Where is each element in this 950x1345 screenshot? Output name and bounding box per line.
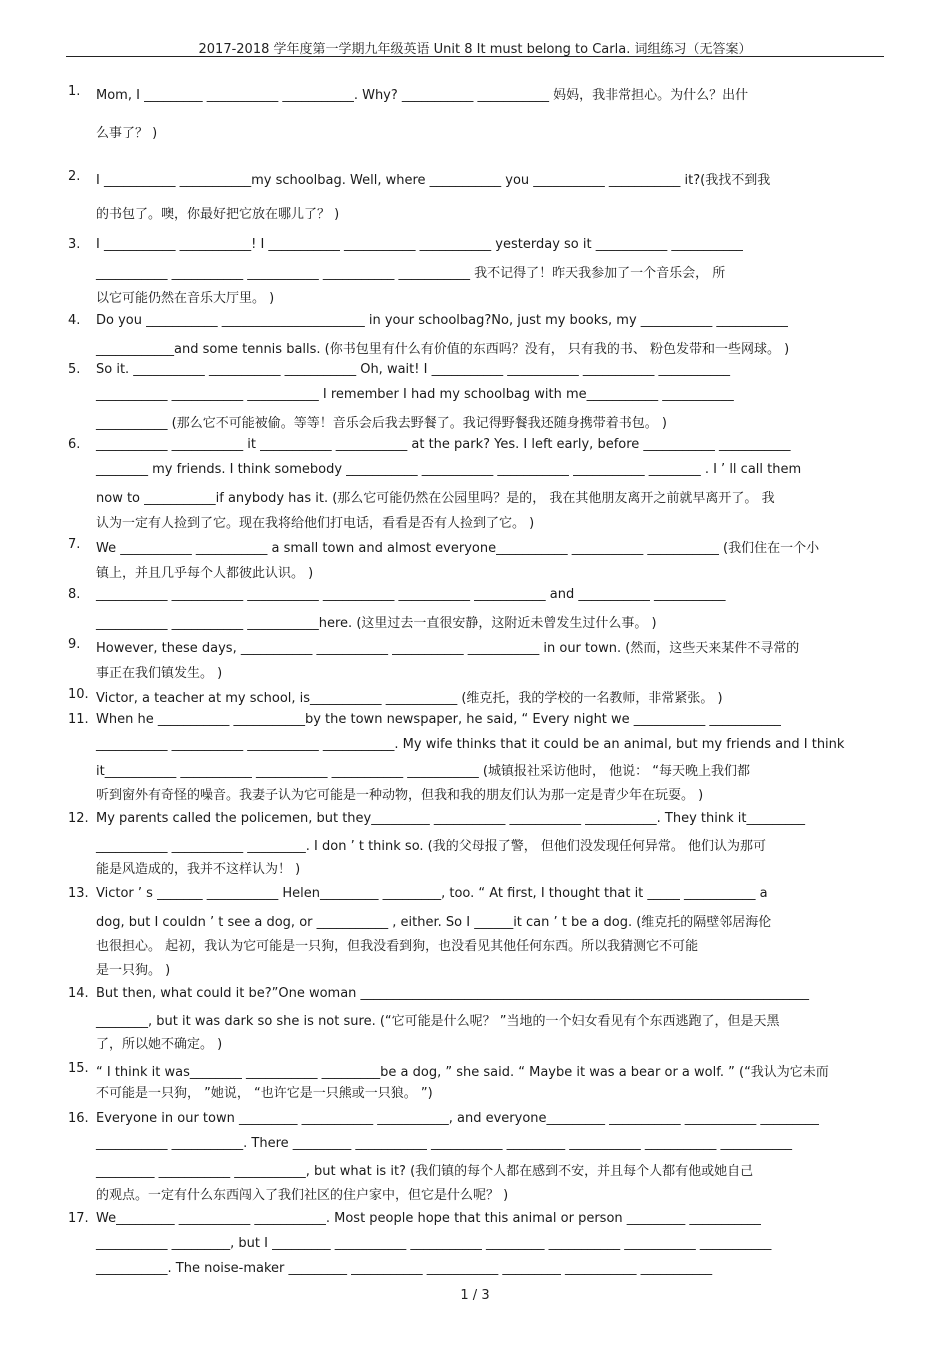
question-text-line: ________ my friends. I think somebody ___________ ___________ ___________ ___________ ________ . I ’ ll call them: [96, 462, 802, 477]
question-text-line: dog, but I couldn ’ t see a dog, or ___________ , either. So I ______it can ’ t be a dog. (维克托的隔壁邻居海伦: [96, 915, 772, 930]
question-text-line: 镇上，并且几乎每个人都彼此认识。 ): [96, 566, 314, 581]
question-text-line: My parents called the policemen, but they_________ ___________ ___________ ___________. They think it_________: [96, 811, 805, 826]
question-number: 1.: [68, 84, 81, 99]
question-text-line: 也很担心。 起初，我认为它可能是一只狗，但我没看到狗，也没看见其他任何东西。所以我猜测它不可能: [96, 939, 699, 954]
question-text-line: But then, what could it be?”One woman _____________________________________________________________________: [96, 986, 810, 1001]
question-text-line: 了，所以她不确定。 ): [96, 1037, 223, 1052]
question-text-line: ___________ ___________ ___________ ___________ ___________ ___________ and ___________ ___________: [96, 587, 726, 602]
question-number: 5.: [68, 362, 81, 377]
question-number: 13.: [68, 886, 89, 901]
question-number: 7.: [68, 537, 81, 552]
question-number: 4.: [68, 313, 81, 328]
question-number: 6.: [68, 437, 81, 452]
question-text-line: Victor, a teacher at my school, is___________ ___________ (维克托，我的学校的一名教师，非常紧张。 ): [96, 691, 723, 706]
question-text-line: it___________ ___________ ___________ ___________ ___________ (城镇报社采访他时， 他说： “每天晚上我们都: [96, 764, 750, 779]
question-number: 9.: [68, 637, 81, 652]
header-divider: [66, 56, 884, 57]
question-text-line: 么事了？ ): [96, 126, 158, 141]
question-text-line: 以它可能仍然在音乐大厅里。 ): [96, 291, 275, 306]
question-number: 16.: [68, 1111, 89, 1126]
question-text-line: ___________ (那么它不可能被偷。等等！音乐会后我去野餐了。我记得野餐我还随身携带着书包。 ): [96, 416, 667, 431]
question-text-line: I ___________ ___________my schoolbag. Well, where ___________ you ___________ ___________ it?(我找不到我: [96, 173, 771, 188]
question-number: 11.: [68, 712, 89, 727]
question-text-line: 是一只狗。 ): [96, 963, 171, 978]
page-number: 1 / 3: [460, 1288, 490, 1303]
question-text-line: 不可能是一只狗， ”她说， “也许它是一只熊或一只狼。 ”): [96, 1086, 433, 1101]
question-text-line: 的书包了。噢，你最好把它放在哪儿了？ ): [96, 207, 340, 222]
question-number: 2.: [68, 169, 81, 184]
question-number: 3.: [68, 237, 81, 252]
question-text-line: We ___________ ___________ a small town and almost everyone___________ ___________ ___________ (我们住在一个小: [96, 541, 820, 556]
question-text-line: 能是风造成的，我并不这样认为！ ): [96, 862, 301, 877]
question-text-line: 事正在我们镇发生。 ): [96, 666, 223, 681]
question-text-line: now to ___________if anybody has it. (那么它可能仍然在公园里吗？是的， 我在其他朋友离开之前就早离开了。 我: [96, 491, 775, 506]
question-text-line: ________, but it was dark so she is not sure. (“它可能是什么呢？ ”当地的一个妇女看见有个东西逃跑了，但是天黑: [96, 1014, 780, 1029]
question-text-line: “ I think it was________ ___________ _________be a dog, ” she said. “ Maybe it was a bear or a wolf. ” (“我认为它未而: [96, 1065, 829, 1080]
question-text-line: When he ___________ ___________by the town newspaper, he said, “ Every night we ___________ ___________: [96, 712, 781, 727]
question-text-line: ___________ ___________. There _________ ___________ ___________ _________ ___________ ___________ ___________: [96, 1136, 793, 1151]
question-text-line: ___________ _________, but I _________ ___________ ___________ _________ ___________ ___________ ___________: [96, 1236, 772, 1251]
question-text-line: 的观点。一定有什么东西闯入了我们社区的住户家中，但它是什么呢？ ): [96, 1188, 509, 1203]
question-text-line: Do you ___________ ______________________ in your schoolbag?No, just my books, my ___________ ___________: [96, 313, 788, 328]
question-text-line: ___________ ___________ ___________ ___________ ___________ 我不记得了！昨天我参加了一个音乐会， 所: [96, 266, 726, 281]
page-header: 2017-2018 学年度第一学期九年级英语 Unit 8 It must belong to Carla. 词组练习（无答案）: [198, 42, 752, 57]
question-text-line: However, these days, ___________ ___________ ___________ ___________ in our town. (然而，这些天来某件不寻常的: [96, 641, 800, 656]
question-text-line: ____________and some tennis balls. (你书包里有什么有价值的东西吗？没有， 只有我的书、 粉色发带和一些网球。 ): [96, 342, 790, 357]
question-text-line: We_________ ___________ ___________. Most people hope that this animal or person _________ ___________: [96, 1211, 761, 1226]
question-text-line: Everyone in our town _________ ___________ ___________, and everyone_________ ___________ ___________ _________: [96, 1111, 819, 1126]
question-text-line: ___________. The noise-maker _________ ___________ ___________ _________ ___________ ___________: [96, 1261, 713, 1276]
question-number: 17.: [68, 1211, 89, 1226]
question-number: 12.: [68, 811, 89, 826]
question-text-line: I ___________ ___________! I ___________ ___________ ___________ yesterday so it ___________ ___________: [96, 237, 743, 252]
question-number: 8.: [68, 587, 81, 602]
question-text-line: ___________ ___________ ___________ ___________. My wife thinks that it could be an animal, but my friends and I think: [96, 737, 845, 752]
question-text-line: ___________ ___________ it ___________ ___________ at the park? Yes. I left early, before ___________ ___________: [96, 437, 791, 452]
question-text-line: Mom, I _________ ___________ ___________. Why? ___________ ___________ 妈妈，我非常担心。为什么？出什: [96, 88, 749, 103]
question-number: 10.: [68, 687, 89, 702]
question-text-line: ___________ ___________ ___________ I remember I had my schoolbag with me___________ ___________: [96, 387, 734, 402]
question-text-line: Victor ’ s _______ ___________ Helen_________ _________, too. “ At first, I thought that it _____ ___________ a: [96, 886, 768, 901]
question-text-line: ___________ ___________ _________. I don ’ t think so. (我的父母报了警， 但他们没发现任何异常。 他们认为那可: [96, 839, 767, 854]
question-text-line: So it. ___________ ___________ ___________ Oh, wait! I ___________ ___________ ___________ ___________: [96, 362, 730, 377]
question-text-line: 认为一定有人捡到了它。现在我将给他们打电话，看看是否有人捡到了它。 ): [96, 516, 535, 531]
question-text-line: ___________ ___________ ___________here. (这里过去一直很安静，这附近未曾发生过什么事。 ): [96, 616, 657, 631]
question-text-line: 听到窗外有奇怪的噪音。我妻子认为它可能是一种动物，但我和我的朋友们认为那一定是青少年在玩耍。 ): [96, 788, 704, 803]
question-number: 14.: [68, 986, 89, 1001]
question-number: 15.: [68, 1061, 89, 1076]
question-text-line: _________ ___________ ___________, but what is it? (我们镇的每个人都在感到不安，并且每个人都有他或她自己: [96, 1164, 754, 1179]
